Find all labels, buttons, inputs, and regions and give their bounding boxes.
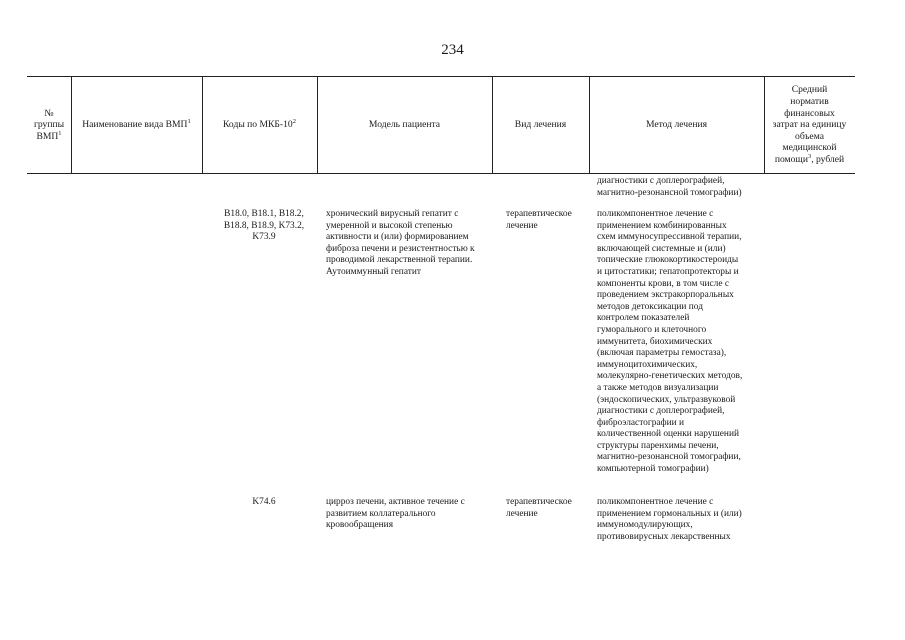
treatment-method-cell: поликомпонентное лечение с применением комбинированных схем иммуносупрессивной терапии, включающей системные и (или) топические глюкокортикостероиды и цитостатики; гепатопротекторы и компоненты крови, в том числе с проведением экстракорпоральных методов детоксикации под контролем показателей гуморального и клеточного иммунитета, биохимических (включая параметры гемостаза), иммуноцитохимических, молекулярно-генетических методов, а также методов визуализации (эндоскопических, ультразвуковой диагностики с доплерографией, фиброэластографии и количественной оценки нарушений структуры паренхимы печени, магнитно-резонансной томографии, компьютерной томографии): [597, 209, 743, 475]
header-patient-model: Модель пациента: [368, 119, 441, 131]
patient-model-cell: цирроз печени, активное течение с развитием коллатерального кровообращения: [326, 497, 465, 531]
patient-model-cell: хронический вирусный гепатит с умеренной и высокой степенью активности и (или) формированием фиброза печени и резистентностью к проводимой лекарственной терапии. Аутоиммунный гепатит: [326, 209, 475, 277]
treatment-type-cell: терапевтическое лечение: [506, 497, 572, 519]
page-number: 234: [441, 42, 464, 58]
method-continuation: диагностики с доплерографией, магнитно-резонансной томографии): [597, 176, 742, 198]
header-vmp-name: Наименование вида ВМП$^1$: [82, 118, 191, 131]
header-group-number: № группы ВМП$^1$: [33, 107, 65, 142]
table-header: [27, 76, 855, 174]
treatment-type-cell: терапевтическое лечение: [506, 209, 572, 231]
icd-codes-cell: K74.6: [252, 497, 276, 507]
header-icd-codes: Коды по МКБ-$10^2$: [223, 118, 296, 131]
header-treatment-type: Вид лечения: [514, 119, 567, 131]
treatment-method-cell: поликомпонентное лечение с применением гормональных и (или) иммуномодулирующих, противовирусных лекарственных: [597, 497, 742, 542]
header-average-cost: Средний норматив финансовых затрат на единицу объема медицинской помощи$^3$, рублей: [772, 84, 847, 165]
header-treatment-method: Метод лечения: [645, 119, 708, 131]
icd-codes-cell: B18.0, B18.1, B18.2, B18.8, B18.9, K73.2, K73.9: [223, 209, 305, 243]
